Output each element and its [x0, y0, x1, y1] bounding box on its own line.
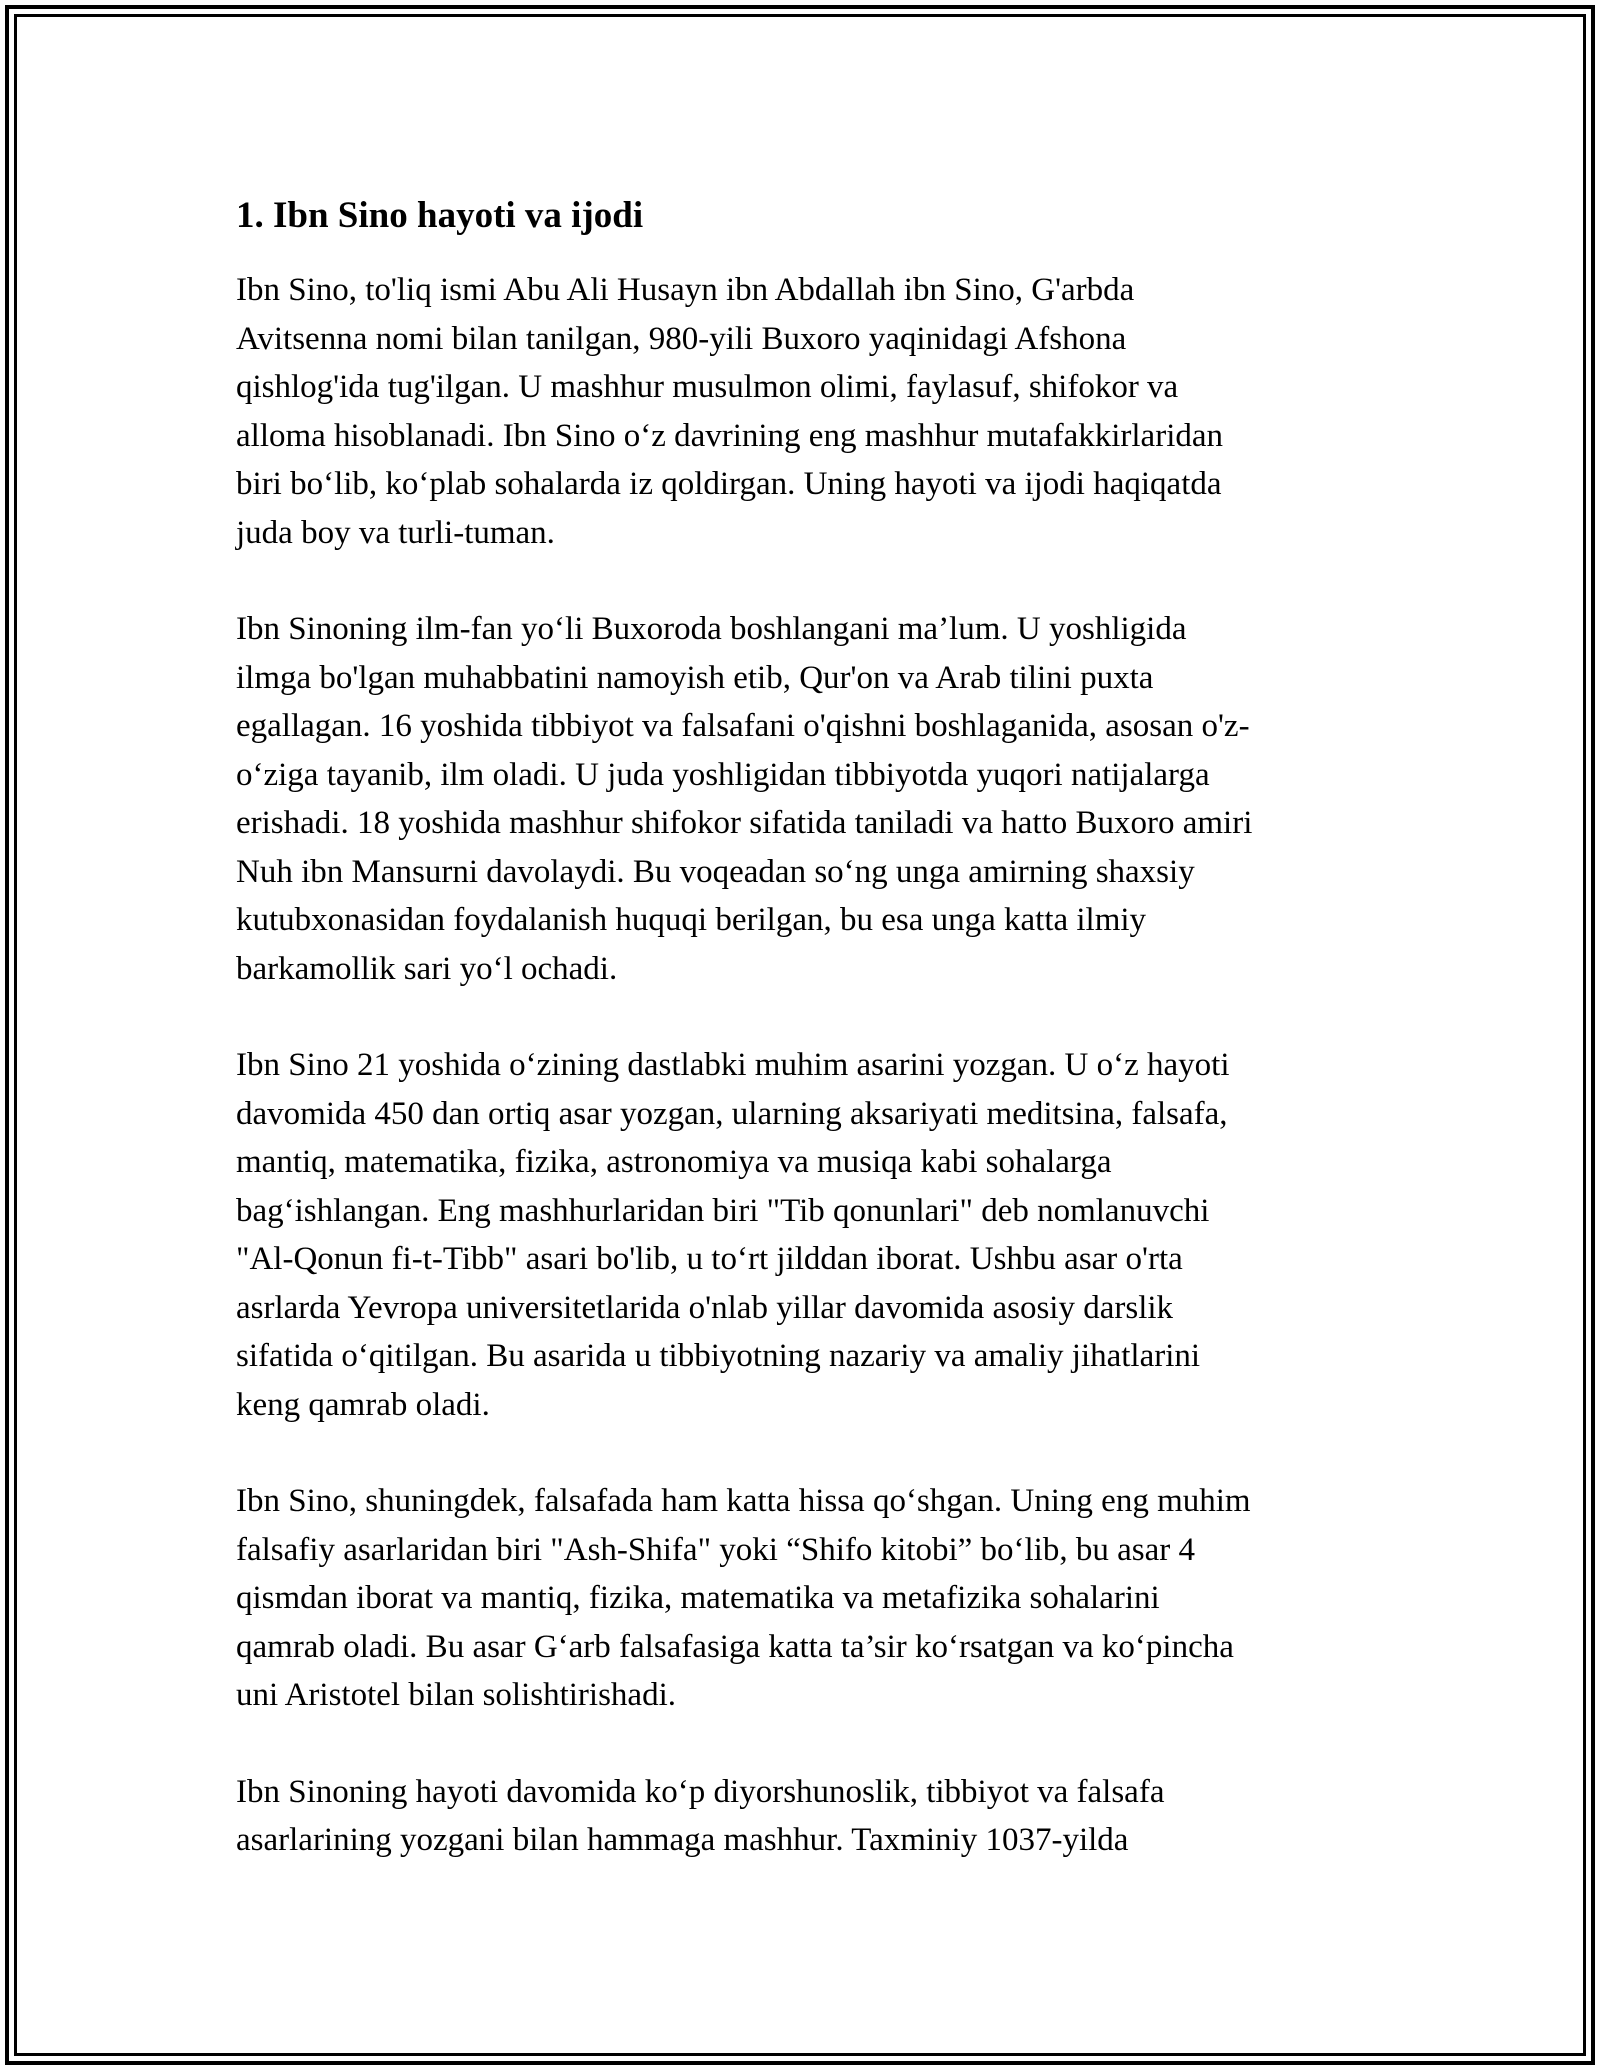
text-line: egallagan. 16 yoshida tibbiyot va falsafani o'qishni boshlaganida, asosan o'z- — [236, 708, 1250, 744]
text-line: mantiq, matematika, fizika, astronomiya va musiqa kabi sohalarga — [236, 1144, 1112, 1180]
text-line: o‘ziga tayanib, ilm oladi. U juda yoshligidan tibbiyotda yuqori natijalarga — [236, 756, 1210, 793]
text-line: Nuh ibn Mansurni davolaydi. Bu voqeadan so‘ng unga amirning shaxsiy — [236, 853, 1195, 890]
text-line: Ibn Sino, to'liq ismi Abu Ali Husayn ibn Abdallah ibn Sino, G'arbda — [236, 272, 1135, 308]
paragraph-1 — [236, 266, 1376, 557]
paragraph-2 — [236, 605, 1376, 993]
text-line: juda boy va turli-tuman. — [236, 514, 555, 551]
text-line: "Al-Qonun fi-t-Tibb" asari bo'lib, u to‘rt jilddan iborat. Ushbu asar o'rta — [236, 1241, 1183, 1277]
text-line: bag‘ishlangan. Eng mashhurlaridan biri "Tib qonunlari" deb nomlanuvchi — [236, 1192, 1210, 1229]
text-line: kutubxonasidan foydalanish huquqi berilgan, bu esa unga katta ilmiy — [236, 902, 1147, 938]
text-line: Ibn Sinoning ilm-fan yo‘li Buxoroda boshlangani ma’lum. U yoshligida — [236, 611, 1187, 647]
section-heading: 1. Ibn Sino hayoti va ijodi — [236, 195, 644, 236]
text-line: Avitsenna nomi bilan tanilgan, 980-yili Buxoro yaqinidagi Afshona — [236, 320, 1127, 357]
text-line: sifatida o‘qitilgan. Bu asarida u tibbiyotning nazariy va amaliy jihatlarini — [236, 1338, 1201, 1374]
text-line: qismdan iborat va mantiq, fizika, matematika va metafizika sohalarini — [236, 1580, 1160, 1616]
text-line: asrlarda Yevropa universitetlarida o'nlab yillar davomida asosiy darslik — [236, 1289, 1174, 1326]
text-line: uni Aristotel bilan solishtirishadi. — [236, 1677, 676, 1713]
paragraph-5 — [236, 1768, 1376, 1865]
text-line: ilmga bo'lgan muhabbatini namoyish etib, Qur'on va Arab tilini puxta — [236, 659, 1154, 696]
text-line: Ibn Sino 21 yoshida o‘zining dastlabki muhim asarini yozgan. U o‘z hayoti — [236, 1047, 1230, 1083]
document-body — [236, 188, 1376, 1913]
paragraph-4 — [236, 1477, 1376, 1720]
text-line: keng qamrab oladi. — [236, 1386, 490, 1423]
text-line: asarlarining yozgani bilan hammaga mashhur. Taxminiy 1037-yilda — [236, 1822, 1129, 1858]
text-line: qamrab oladi. Bu asar G‘arb falsafasiga katta ta’sir ko‘rsatgan va ko‘pincha — [236, 1628, 1234, 1665]
text-line: falsafiy asarlaridan biri "Ash-Shifa" yoki “Shifo kitobi” bo‘lib, bu asar 4 — [236, 1531, 1195, 1568]
text-line: Ibn Sinoning hayoti davomida ko‘p diyorshunoslik, tibbiyot va falsafa — [236, 1773, 1165, 1810]
text-line: qishlog'ida tug'ilgan. U mashhur musulmon olimi, faylasuf, shifokor va — [236, 369, 1179, 405]
text-line: barkamollik sari yo‘l ochadi. — [236, 950, 618, 987]
text-line: alloma hisoblanadi. Ibn Sino o‘z davrining eng mashhur mutafakkirlaridan — [236, 417, 1224, 454]
text-line: erishadi. 18 yoshida mashhur shifokor sifatida taniladi va hatto Buxoro amiri — [236, 805, 1253, 841]
paragraph-3 — [236, 1041, 1376, 1429]
text-line: Ibn Sino, shuningdek, falsafada ham katta hissa qo‘shgan. Uning eng muhim — [236, 1483, 1251, 1519]
text-line: biri bo‘lib, ko‘plab sohalarda iz qoldirgan. Uning hayoti va ijodi haqiqatda — [236, 466, 1222, 502]
text-line: davomida 450 dan ortiq asar yozgan, ularning aksariyati meditsina, falsafa, — [236, 1095, 1228, 1132]
